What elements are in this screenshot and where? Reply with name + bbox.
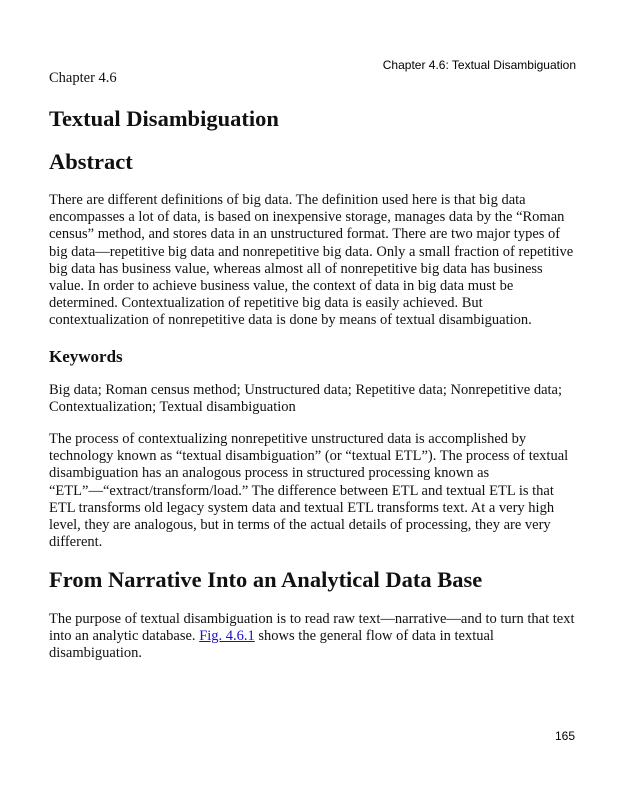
abstract-paragraph: There are different definitions of big data. The definition used here is that big data encompasses a lot of data, is based on inexpensive storage, manages data by the “Roman census” method, and stores data in an unstructured format. There are two major types of big data—repetitive big data and nonrepetitive big data. Only a small fraction of repetitive big data has business value, whereas almost all of nonrepetitive big data has business value. In order to achieve business value, the context of data in big data must be determined. Contextualization of repetitive big data is easily achieved. But contextualization of nonrepetitive data is done by means of textual disambiguation. xyxy=(49,192,574,329)
running-header: Chapter 4.6: Textual Disambiguation xyxy=(382,58,576,72)
section-text-after-link: shows the general flow of data in textual disambiguation. xyxy=(49,628,494,662)
chapter-label: Chapter 4.6 xyxy=(49,70,117,86)
section-text-before-link: The purpose of textual disambiguation is to read raw text—narrative—and to turn that text into an analytic database. xyxy=(49,611,575,645)
abstract-heading: Abstract xyxy=(49,149,133,174)
section-paragraph xyxy=(49,611,579,663)
figure-link[interactable]: Fig. 4.6.1 xyxy=(199,628,255,645)
section-heading: From Narrative Into an Analytical Data Base xyxy=(49,567,483,592)
keywords-heading: Keywords xyxy=(49,347,123,366)
page-title: Textual Disambiguation xyxy=(49,106,279,131)
body-paragraph: The process of contextualizing nonrepetitive unstructured data is accomplished by technology known as “textual disambiguation” (or “textual ETL”). The process of textual disambiguation has an analogous process in structured processing known as “ETL”—“extract/transform/load.” The difference between ETL and textual ETL is that ETL transforms old legacy system data and textual ETL transforms text. At a very high level, they are analogous, but in terms of the actual details of processing, they are very different. xyxy=(49,431,569,551)
page-number: 165 xyxy=(554,729,575,743)
keywords-paragraph: Big data; Roman census method; Unstructured data; Repetitive data; Nonrepetitive data; Contextualization; Textual disambiguation xyxy=(49,382,562,416)
